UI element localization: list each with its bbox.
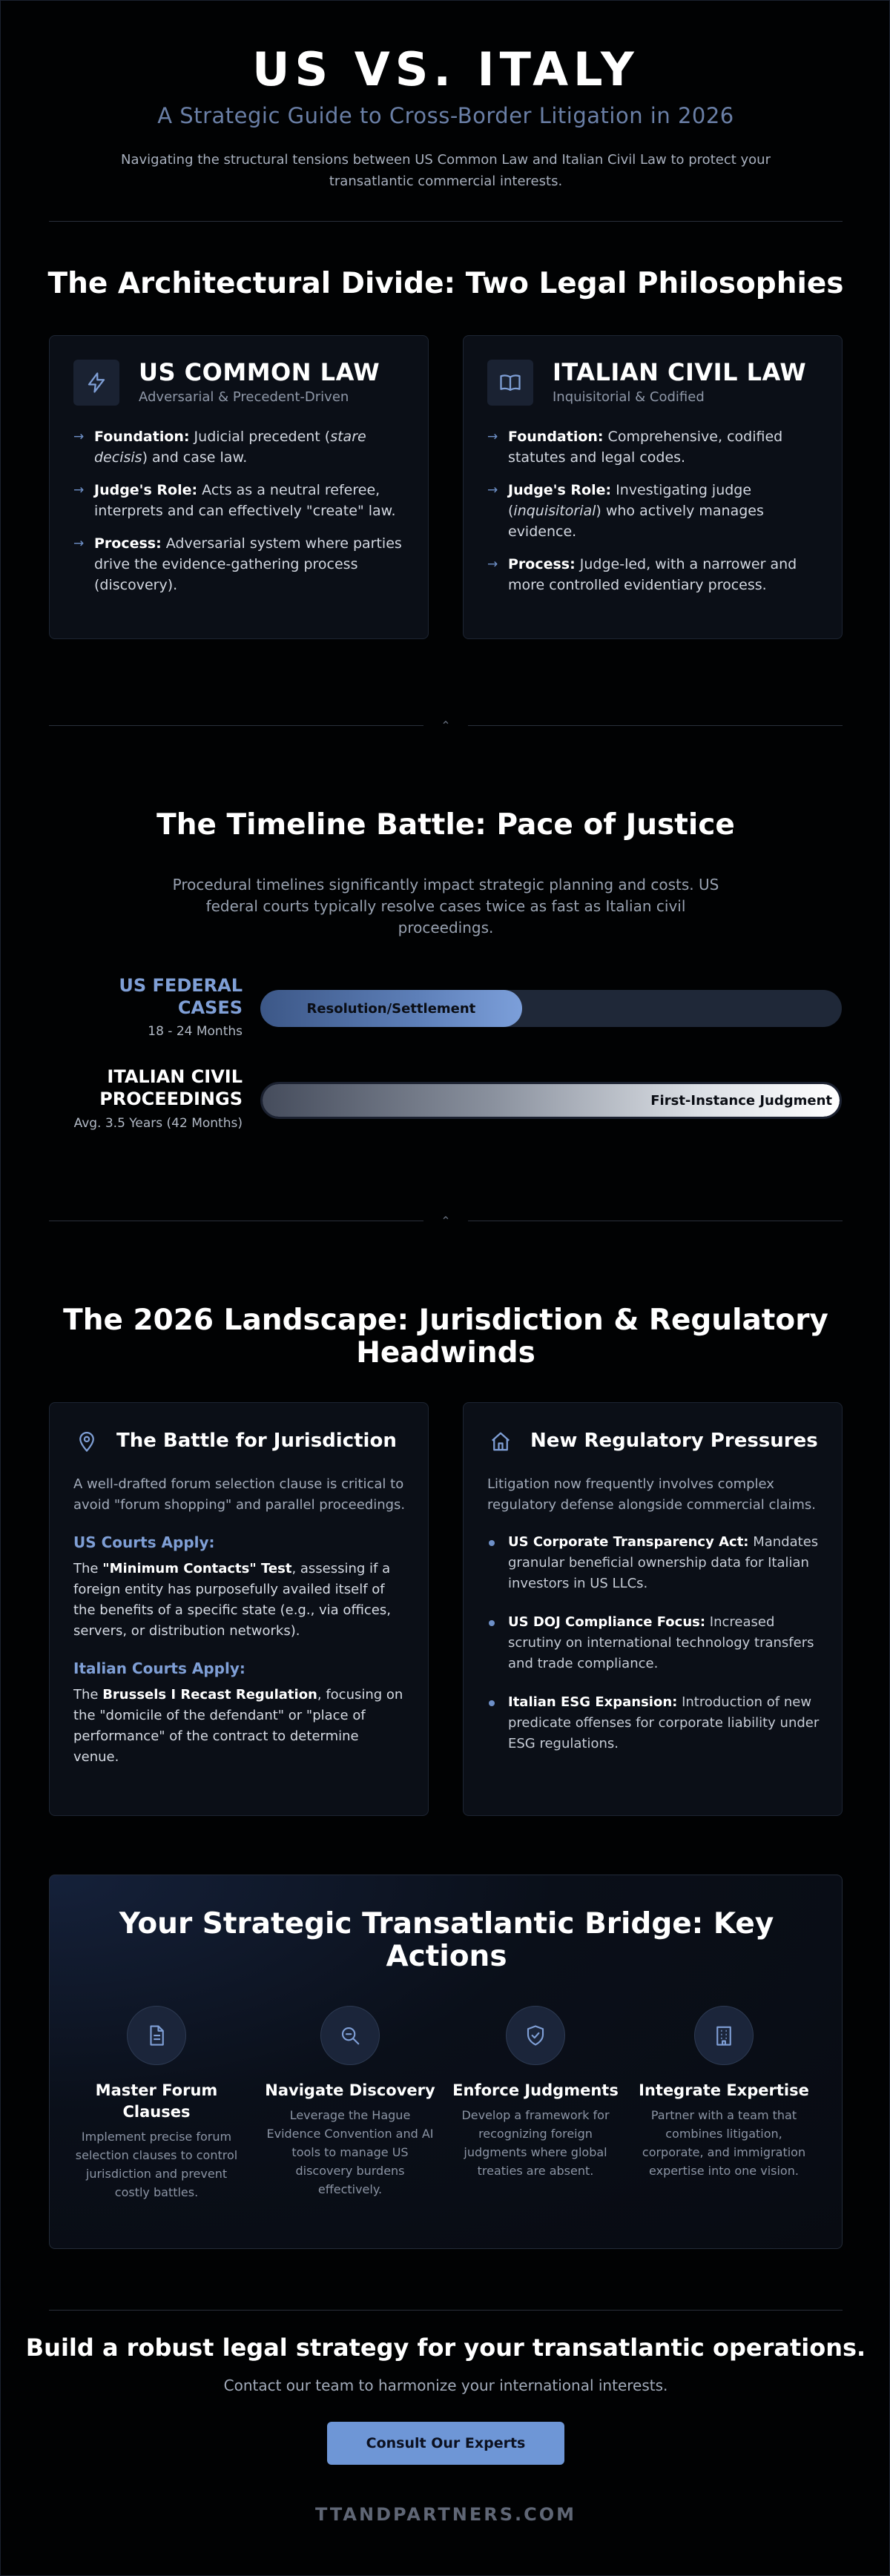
item-text: Investigating judge (	[508, 482, 752, 519]
item-text: Adversarial system where parties drive the evidence-gathering process (discovery).	[94, 535, 402, 593]
us-timeline-label	[119, 974, 243, 1019]
brand-footer[interactable]: TTANDPARTNERS.COM	[314, 2504, 576, 2525]
heading-line: Your Strategic Transatlantic Bridge: Key	[119, 1907, 774, 1941]
italian-courts-text	[73, 1685, 407, 1768]
document-icon	[127, 2006, 186, 2065]
list-item	[73, 480, 406, 521]
it-law-list	[487, 426, 820, 607]
action-title: Master Forum Clauses	[95, 2081, 218, 2121]
us-courts-text	[73, 1559, 407, 1642]
divide-heading: The Architectural Divide: Two Legal Philosophies	[47, 267, 844, 300]
us-law-list	[73, 426, 406, 607]
item-label: Foundation:	[508, 429, 604, 445]
regulatory-list	[487, 1532, 821, 1754]
lightning-icon	[73, 360, 119, 406]
item-text: Increased scrutiny on international technology transfers and trade compliance.	[508, 1614, 814, 1671]
section-divider	[49, 725, 423, 726]
list-item	[487, 1532, 821, 1594]
section-divider	[49, 2310, 843, 2311]
text: , assessing if a foreign entity has purposefully availed itself of the benefits of a specific state (e.g., via offices, servers, or distribution networks).	[73, 1561, 391, 1639]
cta-subtitle: Contact our team to harmonize your international interests.	[223, 2377, 668, 2394]
emphasis: "Minimum Contacts" Test	[102, 1561, 292, 1576]
page-intro: Navigating the structural tensions between US Common Law and Italian Civil Law to protect your transatlantic commercial interests.	[121, 152, 771, 189]
item-label: Judge's Role:	[508, 482, 612, 498]
item-text: Comprehensive, codified statutes and legal codes.	[508, 429, 783, 466]
action-master-forum-clauses	[64, 2006, 249, 2202]
jurisdiction-body	[73, 1474, 407, 1784]
key-actions-panel	[49, 1875, 843, 2249]
page-subtitle: A Strategic Guide to Cross-Border Litigation in 2026	[157, 103, 734, 128]
regulatory-intro: Litigation now frequently involves complex regulatory defense alongside commercial claims.	[487, 1476, 817, 1513]
action-text: Implement precise forum selection clauses to control jurisdiction and prevent costly battles.	[75, 2130, 238, 2199]
label-line: ITALIAN CIVIL	[107, 1066, 243, 1087]
chevron-up-down-icon: ⌃	[441, 1213, 451, 1228]
item-text: Introduction of new predicate offenses for corporate liability under ESG regulations.	[508, 1694, 820, 1751]
item-text: Judge-led, with a narrower and more controlled evidentiary process.	[508, 556, 797, 593]
open-book-icon	[487, 360, 533, 406]
shield-check-icon	[506, 2006, 565, 2065]
arrow-right-icon: →	[73, 429, 85, 444]
action-title: Integrate Expertise	[639, 2081, 809, 2099]
action-title: Enforce Judgments	[452, 2081, 619, 2099]
list-item	[487, 426, 820, 468]
emphasis: Brussels I Recast Regulation	[102, 1687, 317, 1703]
item-text: ) who actively manages evidence.	[508, 503, 764, 540]
timeline-heading: The Timeline Battle: Pace of Justice	[156, 808, 735, 842]
list-item	[73, 426, 406, 468]
section-divider	[468, 725, 843, 726]
landscape-heading	[1, 1304, 890, 1370]
action-title: Navigate Discovery	[265, 2081, 435, 2099]
arrow-right-icon: →	[73, 483, 85, 498]
item-text: ) and case law.	[142, 449, 248, 466]
item-text: Acts as a neutral referee, interprets and can effectively "create" law.	[94, 482, 396, 519]
text: The	[73, 1687, 103, 1703]
building-icon	[694, 2006, 754, 2065]
jurisdiction-card	[49, 1402, 429, 1816]
item-label: Judge's Role:	[94, 482, 198, 498]
label-line: PROCEEDINGS	[99, 1089, 243, 1109]
us-law-title: US COMMON LAW	[139, 358, 380, 386]
us-duration: 18 - 24 Months	[148, 1024, 243, 1039]
list-item	[487, 554, 820, 595]
action-text: Partner with a team that combines litigation, corporate, and immigration expertise into one vision.	[642, 2108, 806, 2178]
action-enforce-judgments	[443, 2006, 628, 2180]
search-document-icon	[320, 2006, 380, 2065]
label-line: US FEDERAL	[119, 975, 243, 996]
italian-civil-law-card	[463, 335, 843, 639]
regulatory-body	[487, 1474, 821, 1772]
it-timeline-label	[99, 1066, 243, 1110]
item-emphasis: inquisitorial	[513, 503, 596, 519]
jurisdiction-title: The Battle for Jurisdiction	[116, 1430, 397, 1452]
chevron-up-down-icon: ⌃	[441, 718, 451, 733]
item-label: US Corporate Transparency Act:	[508, 1534, 749, 1550]
text: , focusing on the "domicile of the defendant" or "place of performance" of the contract to determine venue.	[73, 1687, 403, 1765]
us-bar-label: Resolution/Settlement	[306, 1000, 476, 1017]
item-label: Foundation:	[94, 429, 190, 445]
us-law-subtitle: Adversarial & Precedent-Driven	[139, 389, 349, 405]
item-label: Process:	[508, 556, 576, 572]
jurisdiction-intro: A well-drafted forum selection clause is critical to avoid "forum shopping" and parallel proceedings.	[73, 1476, 406, 1513]
item-label: Process:	[94, 535, 162, 552]
item-emphasis: stare decisis	[94, 429, 366, 466]
it-law-subtitle: Inquisitorial & Codified	[553, 389, 705, 405]
arrow-right-icon: →	[487, 557, 498, 572]
item-label: US DOJ Compliance Focus:	[508, 1614, 706, 1630]
action-navigate-discovery	[257, 2006, 443, 2199]
action-text: Develop a framework for recognizing foreign judgments where global treaties are absent.	[461, 2108, 610, 2178]
location-pin-icon	[73, 1428, 100, 1455]
cta-title: Build a robust legal strategy for your transatlantic operations.	[25, 2334, 866, 2362]
item-text: Judicial precedent (	[189, 429, 331, 445]
section-divider	[49, 221, 843, 222]
regulatory-card	[463, 1402, 843, 1816]
timeline-intro: Procedural timelines significantly impact strategic planning and costs. US federal courts typically resolve cases twice as fast as Italian civil proceedings.	[172, 876, 719, 937]
italian-courts-heading: Italian Courts Apply:	[73, 1659, 245, 1677]
us-timeline-track	[260, 990, 842, 1027]
arrow-right-icon: →	[73, 536, 85, 551]
it-duration: Avg. 3.5 Years (42 Months)	[73, 1116, 243, 1131]
us-common-law-card	[49, 335, 429, 639]
arrow-right-icon: →	[487, 429, 498, 444]
key-actions-heading	[50, 1908, 843, 1973]
heading-line: The 2026 Landscape: Jurisdiction & Regulatory	[63, 1304, 828, 1337]
item-label: Italian ESG Expansion:	[508, 1694, 678, 1710]
regulatory-title: New Regulatory Pressures	[530, 1430, 818, 1452]
list-item	[73, 533, 406, 595]
text: The	[73, 1561, 103, 1576]
list-item	[487, 1612, 821, 1674]
it-timeline-track	[260, 1082, 842, 1119]
home-icon	[487, 1428, 514, 1455]
us-courts-heading: US Courts Apply:	[73, 1533, 215, 1551]
it-law-title: ITALIAN CIVIL LAW	[553, 358, 807, 386]
heading-line: Headwinds	[356, 1336, 535, 1370]
list-item	[487, 1692, 821, 1754]
arrow-right-icon: →	[487, 483, 498, 498]
list-item	[487, 480, 820, 542]
item-text: Mandates granular beneficial ownership data for Italian investors in US LLCs.	[508, 1534, 819, 1591]
action-text: Leverage the Hague Evidence Convention and AI tools to manage US discovery burdens effectively.	[266, 2108, 434, 2196]
heading-line: Actions	[386, 1940, 507, 1973]
it-bar-label: First-Instance Judgment	[650, 1092, 832, 1109]
page-title: US VS. ITALY	[252, 42, 639, 96]
consult-experts-button[interactable]: Consult Our Experts	[327, 2422, 564, 2465]
label-line: CASES	[177, 997, 243, 1018]
action-integrate-expertise	[631, 2006, 817, 2180]
